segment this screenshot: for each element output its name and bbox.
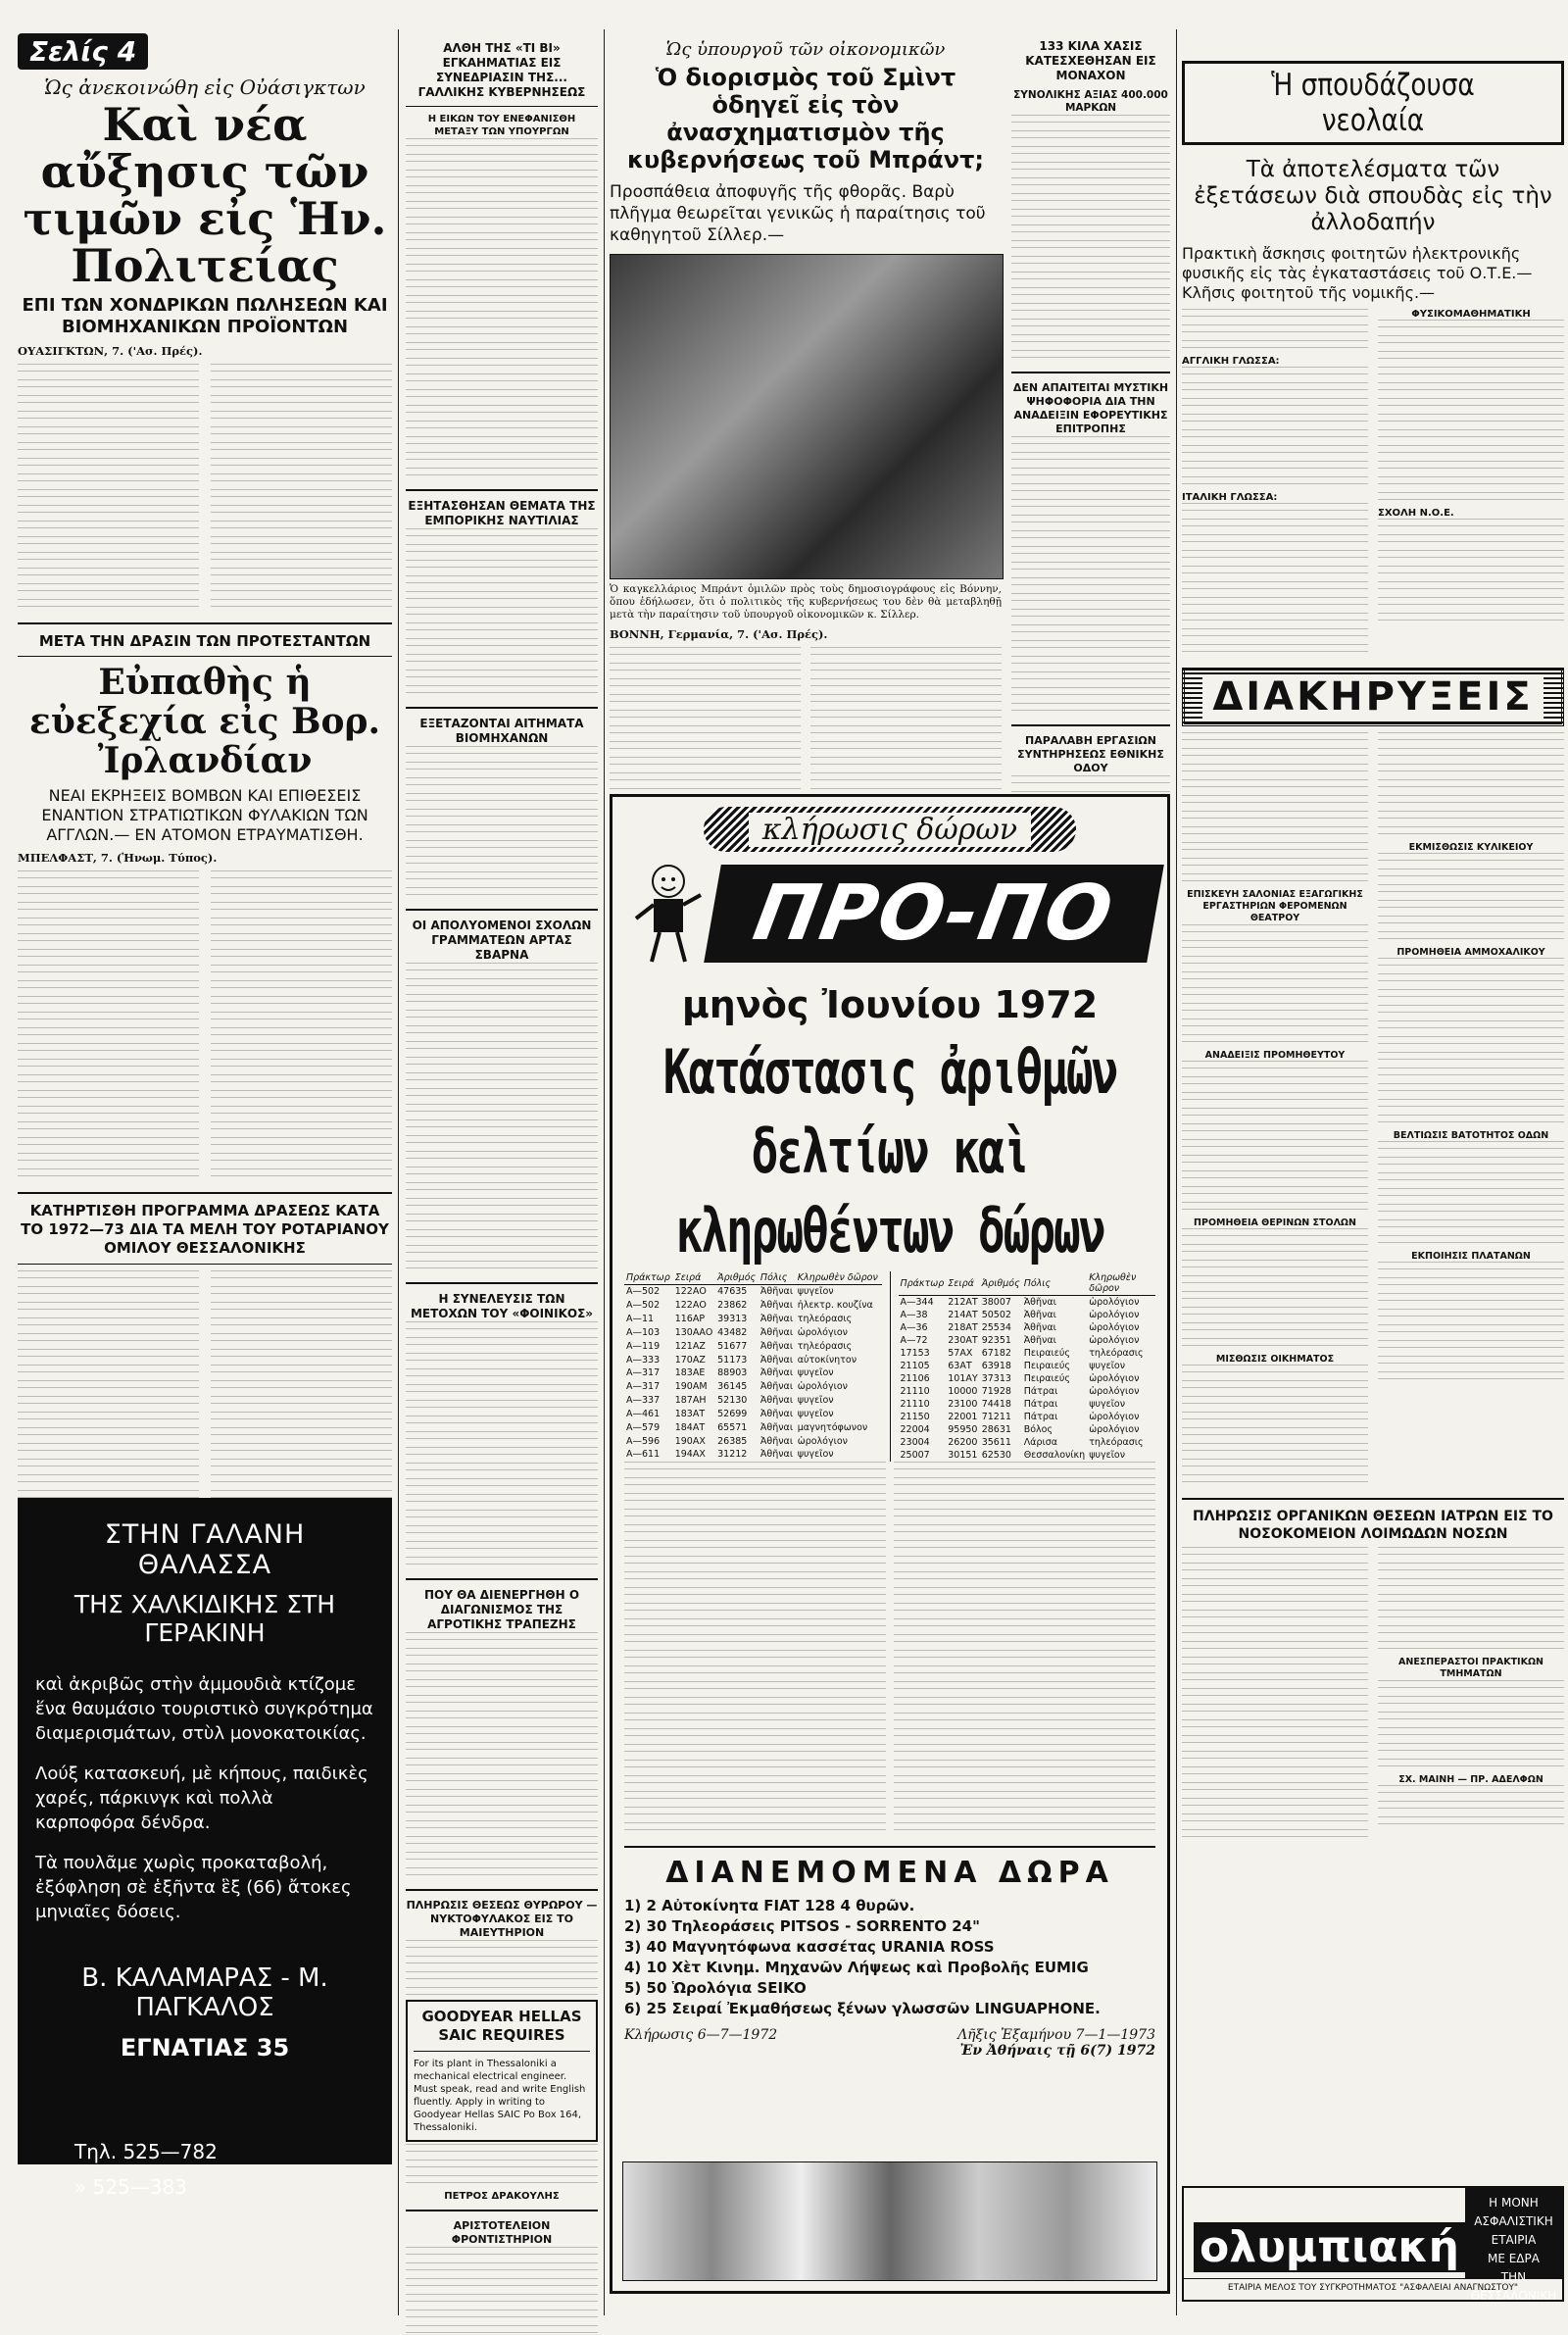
table-cell: 22004 — [900, 1424, 930, 1435]
table-cell: 62530 — [981, 1450, 1011, 1461]
expiry-date: Λῆξις Ἐξαμήνου 7—1—1973 — [957, 2027, 1155, 2043]
table-cell: Α—11 — [626, 1314, 655, 1325]
hospital-headline: ΠΛΗΡΩΣΙΣ ΟΡΓΑΝΙΚΩΝ ΘΕΣΕΩΝ ΙΑΤΡΩΝ ΕΙΣ ΤΟ ΝΟΣΟΚΟΜΕΙΟΝ ΛΟΙΜΩΔΩΝ ΝΟΣΩΝ — [1193, 1509, 1553, 1542]
sub-italian: ΙΤΑΛΙΚΗ ΓΛΩΣΣΑ: — [1182, 492, 1278, 503]
gifts-list — [624, 1896, 1155, 2019]
table-cell: Ἀθῆναι — [760, 1286, 794, 1298]
table-row — [899, 1436, 1156, 1449]
ad-text-2: Λούξ κατασκευή, μὲ κήπους, παιδικὲς χαρές, πάρκινγκ καὶ πολλὰ καρποφόρα δένδρα. — [35, 1764, 368, 1833]
headline-secretaries: ΟΙ ΑΠΟΛΥΟΜΕΝΟΙ ΣΧΟΛΩΝ ΓΡΑΜΜΑΤΕΩΝ ΑΡΤΑΣ ΣΒΑΡΝΑ — [412, 919, 592, 962]
table-cell: 23004 — [900, 1437, 930, 1448]
table-cell: 95950 — [948, 1424, 978, 1435]
table-cell: Α—333 — [626, 1354, 661, 1366]
olympiaki-tag-4: ΤΗΝ ΘΕΣΣΑΛΟΝΙΚΗ — [1470, 2270, 1557, 2303]
table-cell: 21150 — [900, 1412, 930, 1422]
table-cell: ψυγεῖον — [1089, 1361, 1126, 1371]
table-cell: 51173 — [717, 1354, 748, 1366]
propo-table-left — [624, 1271, 882, 1462]
headline-frontistirion: ΑΡΙΣΤΟΤΕΛΕΙΟΝ ΦΡΟΝΤΙΣΤΗΡΙΟΝ — [451, 2219, 553, 2246]
table-cell: 22001 — [948, 1412, 978, 1422]
table-cell: Α—317 — [626, 1381, 661, 1393]
gifts-title: ΔΙΑΝΕΜΟΜΕΝΑ ΔΩΡΑ — [665, 1856, 1114, 1890]
table-cell: Ἀθῆναι — [760, 1367, 794, 1379]
table-cell: 230ΑΤ — [948, 1335, 978, 1346]
column-4 — [1182, 0, 1564, 2335]
table-cell: 63ΑΤ — [948, 1361, 972, 1371]
propo-announcement — [610, 794, 1170, 2294]
table-cell: Πειραιεύς — [1023, 1361, 1070, 1371]
propo-title: Κατάστασις ἀριθμῶν δελτίων καὶ κληρωθέντων δώρων — [662, 1036, 1117, 1267]
table-cell: ὡρολόγιον — [797, 1381, 848, 1393]
table-cell: Ἀθῆναι — [760, 1435, 794, 1447]
table-row — [624, 1434, 882, 1448]
school-signature: ΣΧ. ΜΑΙΝΗ — ΠΡ. ΑΔΕΛΦΩΝ — [1398, 1774, 1544, 1785]
headline-phoenix: Η ΣΥΝΕΛΕΥΣΙΣ ΤΩΝ ΜΕΤΟΧΩΝ ΤΟΥ «ΦΟΙΝΙΚΟΣ» — [410, 1292, 594, 1320]
notice-supplier: ΑΝΑΔΕΙΞΙΣ ΠΡΟΜΗΘΕΥΤΟΥ — [1204, 1050, 1346, 1061]
table-cell: 71928 — [981, 1386, 1011, 1397]
highway-headline: ΠΑΡΑΛΑΒΗ ΕΡΓΑΣΙΩΝ ΣΥΝΤΗΡΗΣΕΩΣ ΕΘΝΙΚΗΣ ΟΔΟΥ — [1017, 734, 1164, 774]
table-cell: ὡρολόγιον — [1089, 1412, 1140, 1422]
table-cell: Ἀθῆναι — [760, 1354, 794, 1366]
table-header: Πράκτωρ — [899, 1271, 947, 1296]
table-cell: 184ΑΤ — [674, 1421, 706, 1433]
table-row — [624, 1408, 882, 1421]
table-cell: Πειραιεύς — [1023, 1348, 1070, 1359]
table-cell: Ἀθῆναι — [760, 1340, 794, 1352]
hashish-subhead: ΣΥΝΟΛΙΚΗΣ ΑΞΙΑΣ 400.000 ΜΑΡΚΩΝ — [1013, 89, 1168, 114]
table-cell: Α—611 — [626, 1449, 661, 1461]
headline-maternity: ΠΛΗΡΩΣΙΣ ΘΕΣΕΩΣ ΘΥΡΩΡΟΥ — ΝΥΚΤΟΦΥΛΑΚΟΣ ΕΙΣ ΤΟ ΜΑΙΕΥΤΗΡΙΟΝ — [406, 1899, 598, 1939]
table-cell: 21110 — [900, 1386, 930, 1397]
gift-item: 6) 25 Σειραί Ἐκμαθήσεως ξένων γλωσσῶν LINGUAPHONE. — [624, 2000, 1101, 2017]
headline-industrialists: ΕΞΕΤΑΖΟΝΤΑΙ ΑΙΤΗΜΑΤΑ ΒΙΟΜΗΧΑΝΩΝ — [419, 717, 584, 745]
table-row — [899, 1309, 1156, 1321]
table-cell: 71211 — [981, 1412, 1011, 1422]
hashish-headline: 133 ΚΙΛΑ ΧΑΣΙΣ ΚΑΤΕΣΧΕΘΗΣΑΝ ΕΙΣ ΜΟΝΑΧΟΝ — [1025, 39, 1156, 82]
column-3 — [610, 0, 1170, 2335]
table-cell: Α—344 — [900, 1297, 934, 1308]
table-cell: τηλεόρασις — [1089, 1437, 1144, 1448]
table-cell: ψυγεῖον — [797, 1395, 834, 1407]
notice-gravel: ΠΡΟΜΗΘΕΙΑ ΑΜΜΟΧΑΛΙΚΟΥ — [1396, 947, 1545, 958]
announcements-banner-text: ΔΙΑΚΗΡΥΞΕΙΣ — [1202, 674, 1543, 720]
table-cell: Α—461 — [626, 1408, 661, 1419]
table-header: Σειρά — [673, 1271, 715, 1285]
table-cell: 65571 — [717, 1421, 748, 1433]
ad-text-3: Τὰ πουλᾶμε χωρὶς προκαταβολή, ἐξόφληση σὲ ἑξῆντα ἓξ (66) ἄτοκες μηνιαῖες δόσεις. — [35, 1853, 352, 1922]
table-row — [624, 1380, 882, 1394]
column-2 — [406, 0, 598, 2335]
table-header: Πράκτωρ — [624, 1271, 673, 1285]
table-cell: 218ΑΤ — [948, 1322, 978, 1333]
olympiaki-advertisement — [1182, 2186, 1564, 2302]
notice-roads: ΒΕΛΤΙΩΣΙΣ ΒΑΤΟΤΗΤΟΣ ΟΔΩΝ — [1393, 1130, 1549, 1141]
draw-date: Κλήρωσις 6—7—1972 — [624, 2027, 778, 2043]
smint-dateline: ΒΟΝΝΗ, Γερμανία, 7. ('Ασ. Πρές). — [610, 627, 828, 641]
table-cell: 101ΑΥ — [948, 1373, 978, 1384]
table-cell: 26200 — [948, 1437, 978, 1448]
article-subhead-2: ΝΕΑΙ ΕΚΡΗΞΕΙΣ ΒΟΜΒΩΝ ΚΑΙ ΕΠΙΘΕΣΕΙΣ ΕΝΑΝΤΙΟΝ ΣΤΡΑΤΙΩΤΙΚΩΝ ΦΥΛΑΚΙΩΝ ΤΩΝ ΑΓΓΛΩΝ.— ΕΝ ΑΤΟΜΟΝ ΕΤΡΑΥΜΑΤΙΣΘΗ. — [41, 786, 368, 844]
table-row — [624, 1339, 882, 1353]
table-cell: 214ΑΤ — [948, 1310, 978, 1320]
table-row — [624, 1313, 882, 1326]
headline-vi-sub: Η ΕΙΚΩΝ ΤΟΥ ΕΝΕΦΑΝΙΣΘΗ ΜΕΤΑΞΥ ΤΩΝ ΥΠΟΥΡΓΩΝ — [427, 114, 576, 137]
table-cell: ψυγεῖον — [1089, 1399, 1126, 1410]
sub-physics: ΦΥΣΙΚΟΜΑΘΗΜΑΤΙΚΗ — [1411, 309, 1531, 320]
table-cell: τηλεόρασις — [797, 1340, 853, 1352]
article-kicker: Ὡς ἀνεκοινώθη εἰς Οὐάσιγκτων — [44, 75, 366, 99]
table-cell: Πάτραι — [1023, 1399, 1058, 1410]
table-header: Πόλις — [759, 1271, 796, 1285]
propo-mascot — [624, 860, 712, 968]
table-row — [899, 1372, 1156, 1385]
table-cell: Θεσσαλονίκη — [1023, 1450, 1086, 1461]
notice-plane-trees: ΕΚΠΟΙΗΣΙΣ ΠΛΑΤΑΝΩΝ — [1411, 1251, 1531, 1262]
table-cell: 190ΑΜ — [674, 1381, 708, 1393]
table-cell: Πάτραι — [1023, 1412, 1058, 1422]
olympiaki-tag-3: ΜΕ ΕΔΡΑ — [1487, 2252, 1540, 2265]
dateline-2: ΜΠΕΛΦΑΣΤ, 7. (Ἡνωμ. Τύπος). — [18, 851, 218, 865]
table-row — [624, 1353, 882, 1366]
table-cell: 67182 — [981, 1348, 1011, 1359]
article-headline-3: ΚΑΤΗΡΤΙΣΘΗ ΠΡΟΓΡΑΜΜΑ ΔΡΑΣΕΩΣ ΚΑΤΑ ΤΟ 1972—73 ΔΙΑ ΤΑ ΜΕΛΗ ΤΟΥ ΡΟΤΑΡΙΑΝΟΥ ΟΜΙΛΟΥ ΘΕΣΣΑΛΟΝΙΚΗΣ — [21, 1202, 389, 1257]
table-cell: ὡρολόγιον — [1089, 1335, 1140, 1346]
table-cell: 52699 — [717, 1408, 748, 1419]
table-cell: ἠλεκτρ. κουζίνα — [797, 1300, 873, 1312]
youth-banner — [1182, 61, 1564, 145]
table-cell: Α—72 — [900, 1335, 928, 1346]
smint-headline: Ὁ διορισμὸς τοῦ Σμὶντ ὁδηγεῖ εἰς τὸν ἀνασχηματισμὸν τῆς κυβερνήσεως τοῦ Μπράντ; — [626, 64, 985, 174]
article-headline-2: Εὐπαθὴς ἡ εὐεξεχία εἰς Βορ. Ἰρλανδίαν — [29, 662, 380, 781]
table-cell: μαγνητόφωνον — [797, 1421, 868, 1433]
table-row — [899, 1347, 1156, 1360]
table-cell: 25007 — [900, 1450, 930, 1461]
table-cell: 36145 — [717, 1381, 748, 1393]
goodyear-advertisement — [406, 2000, 598, 2142]
column-rule — [1176, 29, 1177, 2315]
table-header: Κληρωθὲν δῶρον — [796, 1271, 882, 1285]
table-row — [899, 1423, 1156, 1436]
table-cell: 88903 — [717, 1367, 748, 1379]
table-cell: Βόλος — [1023, 1424, 1054, 1435]
table-cell: ὡρολόγιον — [1089, 1386, 1140, 1397]
table-row — [624, 1285, 882, 1299]
column-rule — [604, 29, 605, 2315]
table-cell: Ἀθῆναι — [760, 1395, 794, 1407]
table-cell: Ἀθῆναι — [1023, 1322, 1056, 1333]
table-row — [899, 1296, 1156, 1310]
table-cell: 130ΑΑΟ — [674, 1326, 713, 1338]
table-cell: 23862 — [717, 1300, 748, 1312]
gift-item: 5) 50 Ὡρολόγια SEIKO — [624, 1979, 807, 1997]
sub-english: ΑΓΓΛΙΚΗ ΓΛΩΣΣΑ: — [1182, 356, 1280, 367]
notice-uniforms: ΠΡΟΜΗΘΕΙΑ ΘΕΡΙΝΩΝ ΣΤΟΛΩΝ — [1194, 1217, 1356, 1228]
propo-banner-text: κλήρωσις δώρων — [749, 813, 1031, 847]
table-cell: 31212 — [717, 1449, 748, 1461]
propo-logo-text: ΠΡΟ-ΠΟ — [747, 869, 1121, 958]
table-row — [899, 1411, 1156, 1423]
headline-shipping: ΕΞΗΤΑΣΘΗΣΑΝ ΘΕΜΑΤΑ ΤΗΣ ΕΜΠΟΡΙΚΗΣ ΝΑΥΤΙΛΙΑΣ — [408, 499, 596, 527]
table-header: Πόλις — [1022, 1271, 1088, 1296]
table-cell: 170ΑΖ — [674, 1354, 706, 1366]
table-cell: ὡρολόγιον — [1089, 1297, 1140, 1308]
table-cell: ψυγεῖον — [797, 1367, 834, 1379]
photo-caption: Ὁ καγκελλάριος Μπράντ ὁμιλῶν πρὸς τοὺς δημοσιογράφους εἰς Βόννην, ὅπου ἐδήλωσεν, ὅτι ὁ πολιτικὸς τῆς κυβερνήσεως του δὲν θὰ μεταβληθῇ μετὰ τὴν παραίτησιν τοῦ ὑπουργοῦ οἰκονομικῶν κ. Σίλλερ. — [610, 583, 1002, 621]
table-row — [899, 1321, 1156, 1334]
table-cell: ὡρολόγιον — [1089, 1310, 1140, 1320]
table-cell: 43482 — [717, 1326, 748, 1338]
propo-logo — [704, 865, 1164, 963]
table-cell: 57ΑΧ — [948, 1348, 973, 1359]
table-cell: ψυγεῖον — [1089, 1450, 1126, 1461]
youth-banner-text: Ἡ σπουδάζουσα νεολαία — [1271, 68, 1475, 138]
table-cell: 39313 — [717, 1314, 748, 1325]
table-cell: 35611 — [981, 1437, 1011, 1448]
ad-text-1: καὶ ἀκριβῶς στὴν ἀμμουδιὰ κτίζομε ἕνα θαυμάσιο τουριστικὸ συγκρότημα διαμερισμάτων, στὺλ μονοκατοικίας. — [35, 1674, 373, 1744]
table-row — [624, 1420, 882, 1434]
propo-banner — [704, 807, 1076, 852]
table-cell: 212ΑΤ — [948, 1297, 978, 1308]
table-cell: 183ΑΤ — [674, 1408, 706, 1419]
table-cell: 190ΑΧ — [674, 1435, 706, 1447]
notice-lease: ΜΙΣΘΩΣΙΣ ΟΙΚΗΜΑΤΟΣ — [1215, 1354, 1335, 1365]
table-cell: 28631 — [981, 1424, 1011, 1435]
column-1 — [18, 0, 392, 2335]
table-cell: 122ΑΟ — [674, 1300, 707, 1312]
table-row — [899, 1398, 1156, 1411]
table-header: Κληρωθὲν δῶρον — [1087, 1271, 1155, 1296]
table-cell: 21106 — [900, 1373, 930, 1384]
table-cell: 52130 — [717, 1395, 748, 1407]
mascot-figure-icon — [624, 860, 712, 968]
table-cell: αὐτοκίνητον — [797, 1354, 858, 1366]
table-header: Σειρά — [946, 1271, 979, 1296]
lessons-headline: ΑΝΕΣΠΕΡΑΣΤΟΙ ΠΡΑΚΤΙΚΩΝ ΤΜΗΜΑΤΩΝ — [1398, 1657, 1544, 1679]
announcements-banner — [1182, 668, 1564, 726]
table-cell: Α—579 — [626, 1421, 661, 1433]
table-cell: Α—36 — [900, 1322, 928, 1333]
olympiaki-logo: ολυμπιακή — [1194, 2222, 1465, 2272]
table-cell: 194ΑΧ — [674, 1449, 706, 1461]
table-cell: ὡρολόγιον — [1089, 1322, 1140, 1333]
table-cell: Πάτραι — [1023, 1386, 1058, 1397]
ad-headline-1: ΣΤΗΝ ΓΑΛΑΝΗ ΘΑΛΑΣΣΑ — [104, 1519, 306, 1580]
table-cell: Πειραιεύς — [1023, 1373, 1070, 1384]
table-cell: Ἀθῆναι — [1023, 1310, 1056, 1320]
table-header: Ἀριθμός — [980, 1271, 1022, 1296]
table-cell: 21110 — [900, 1399, 930, 1410]
table-cell: ὡρολόγιον — [797, 1435, 848, 1447]
table-cell: 122ΑΟ — [674, 1286, 707, 1298]
table-cell: Λάρισα — [1023, 1437, 1057, 1448]
table-cell: 17153 — [900, 1348, 930, 1359]
table-cell: 74418 — [981, 1399, 1011, 1410]
ad-headline-2: ΤΗΣ ΧΑΛΚΙΔΙΚΗΣ ΣΤΗ ΓΕΡΑΚΙΝΗ — [74, 1590, 336, 1647]
gift-item: 2) 30 Τηλεοράσεις PITSOS - SORRENTO 24" — [624, 1917, 980, 1935]
table-row — [624, 1394, 882, 1408]
goodyear-title: GOODYEAR HELLAS SAIC REQUIRES — [421, 2008, 582, 2044]
table-cell: 37313 — [981, 1373, 1011, 1384]
table-row — [624, 1326, 882, 1340]
headline-vi: ΑΛΘΗ ΤΗΣ «ΤΙ ΒΙ» ΕΓΚΑΗΜΑΤΙΑΣ ΕΙΣ ΣΥΝΕΔΡΙΑΣΙΝ ΤΗΣ... ΓΑΛΛΙΚΗΣ ΚΥΒΕΡΝΗΣΕΩΣ — [417, 41, 586, 99]
table-cell: ψυγεῖον — [797, 1449, 834, 1461]
table-cell: 51677 — [717, 1340, 748, 1352]
olympiaki-tag-2: ΕΤΑΙΡΙΑ — [1491, 2233, 1537, 2247]
article-subhead: ΕΠΙ ΤΩΝ ΧΟΝΔΡΙΚΩΝ ΠΩΛΗΣΕΩΝ ΚΑΙ ΒΙΟΜΗΧΑΝΙΚΩΝ ΠΡΟΪΟΝΤΩΝ — [22, 295, 388, 337]
section-rule-label: ΜΕΤΑ ΤΗΝ ΔΡΑΣΙΝ ΤΩΝ ΠΡΟΤΕΣΤΑΝΤΩΝ — [38, 632, 371, 650]
table-row — [899, 1360, 1156, 1372]
section-label: Σελίς 4 — [29, 35, 137, 68]
table-cell: Α—38 — [900, 1310, 928, 1320]
table-cell: 26385 — [717, 1435, 748, 1447]
prizes-photo — [622, 2161, 1157, 2281]
table-row — [624, 1299, 882, 1313]
smint-kicker: Ὡς ὑπουργοῦ τῶν οἰκονομικῶν — [665, 39, 946, 60]
table-cell: 187ΑΗ — [674, 1395, 707, 1407]
voting-headline: ΔΕΝ ΑΠΑΙΤΕΙΤΑΙ ΜΥΣΤΙΚΗ ΨΗΦΟΦΟΡΙΑ ΔΙΑ ΤΗΝ ΑΝΑΔΕΙΞΙΝ ΕΦΟΡΕΥΤΙΚΗΣ ΕΠΙΤΡΟΠΗΣ — [1012, 381, 1169, 435]
table-cell: Ἀθῆναι — [760, 1314, 794, 1325]
table-row — [624, 1366, 882, 1380]
gerakini-advertisement — [18, 1498, 392, 2199]
brandt-photo — [610, 254, 1004, 579]
table-cell: Ἀθῆναι — [1023, 1297, 1056, 1308]
smint-deck: Προσπάθεια ἀποφυγῆς τῆς φθορᾶς. Βαρὺ πλῆγμα θεωρεῖται γενικῶς ἡ παραίτησις τοῦ καθηγητοῦ Σίλλερ.— — [610, 182, 986, 245]
table-cell: τηλεόρασις — [797, 1314, 853, 1325]
propo-table-right — [899, 1271, 1156, 1462]
table-cell: ψυγεῖον — [797, 1408, 834, 1419]
propo-month: μηνὸς Ἰουνίου 1972 — [681, 983, 1099, 1026]
table-cell: 92351 — [981, 1335, 1011, 1346]
table-cell: Α—596 — [626, 1435, 661, 1447]
ad-phone-1: Τηλ. 525—782 — [74, 2140, 218, 2163]
olympiaki-tag-1: Η ΜΟΝΗ ΑΣΦΑΛΙΣΤΙΚΗ — [1474, 2196, 1553, 2228]
ad-phone-2: » 525—383 — [74, 2175, 187, 2199]
exam-headline: Τὰ ἀποτελέσματα τῶν ἐξετάσεων διὰ σπουδὰς εἰς τὴν ἀλλοδαπήν — [1194, 157, 1552, 235]
table-cell: Ἀθῆναι — [760, 1300, 794, 1312]
exam-deck: Πρακτικὴ ἄσκησις φοιτητῶν ἠλεκτρονικῆς φυσικῆς εἰς τὰς ἐγκαταστάσεις τοῦ Ο.Τ.Ε.— Κλῆσις φοιτητοῦ τῆς νομικῆς.— — [1182, 244, 1533, 302]
sub-noe: ΣΧΟΛΗ Ν.Ο.Ε. — [1378, 508, 1454, 519]
ad-firm: Β. ΚΑΛΑΜΑΡΑΣ - Μ. ΠΑΓΚΑΛΟΣ — [81, 1963, 328, 2022]
table-cell: ὡρολόγιον — [797, 1326, 848, 1338]
table-cell: 10000 — [948, 1386, 978, 1397]
table-cell: τηλεόρασις — [1089, 1348, 1144, 1359]
ad-address: ΕΓΝΑΤΙΑΣ 35 — [120, 2034, 290, 2062]
table-cell: Α—317 — [626, 1367, 661, 1379]
table-cell: 50502 — [981, 1310, 1011, 1320]
table-cell: 63918 — [981, 1361, 1011, 1371]
table-cell: Ἀθῆναι — [760, 1381, 794, 1393]
table-cell: ψυγεῖον — [797, 1286, 834, 1298]
table-cell: 116ΑΡ — [674, 1314, 706, 1325]
table-cell: 25534 — [981, 1322, 1011, 1333]
table-cell: 38007 — [981, 1297, 1011, 1308]
dateline: ΟΥΑΣΙΓΚΤΩΝ, 7. ('Ασ. Πρές). — [18, 344, 203, 358]
signature: ΠΕΤΡΟΣ ΔΡΑΚΟΥΛΗΣ — [444, 2191, 560, 2202]
table-cell: Α—119 — [626, 1340, 661, 1352]
goodyear-text: For its plant in Thessaloniki a mechanical electrical engineer. Must speak, read and write English fluently. Apply in writing to Goodyear Hellas SAIC Po Box 164, Thessaloniki. — [414, 2059, 586, 2133]
gift-item: 3) 40 Μαγνητόφωνα κασσέτας URANIA ROSS — [624, 1938, 995, 1956]
table-cell: 21105 — [900, 1361, 930, 1371]
notice-theatre: ΕΠΙΣΚΕΥΗ ΣΑΛΟΝΙΑΣ ΕΞΑΓΩΓΙΚΗΣ ΕΡΓΑΣΤΗΡΙΩΝ ΦΕΡΟΜΕΝΩΝ ΘΕΑΤΡΟΥ — [1187, 889, 1363, 923]
table-cell: 23100 — [948, 1399, 978, 1410]
table-row — [899, 1385, 1156, 1398]
table-row — [899, 1449, 1156, 1462]
table-cell: 30151 — [948, 1450, 978, 1461]
headline-agrotiki: ΠΟΥ ΘΑ ΔΙΕΝΕΡΓΗΘΗ Ο ΔΙΑΓΩΝΙΣΜΟΣ ΤΗΣ ΑΓΡΟΤΙΚΗΣ ΤΡΑΠΕΖΗΣ — [423, 1588, 580, 1631]
table-row — [899, 1334, 1156, 1347]
column-rule — [398, 29, 399, 2315]
table-cell: ὡρολόγιον — [1089, 1424, 1140, 1435]
table-cell: Ἀθῆναι — [1023, 1335, 1056, 1346]
section-badge — [18, 33, 148, 70]
olympiaki-footer: ΕΤΑΙΡΙΑ ΜΕΛΟΣ ΤΟΥ ΣΥΓΚΡΟΤΗΜΑΤΟΣ "ΑΣΦΑΛΕΙΑΙ ΑΝΑΓΝΩΣΤΟΥ" — [1184, 2278, 1562, 2293]
table-row — [624, 1448, 882, 1462]
table-cell: Α—502 — [626, 1300, 661, 1312]
table-cell: 121ΑΖ — [674, 1340, 706, 1352]
article-headline: Καὶ νέα αὔξησις τῶν τιμῶν εἰς Ἡν. Πολιτείας — [23, 98, 387, 292]
table-header: Ἀριθμός — [715, 1271, 759, 1285]
table-cell: Ἀθῆναι — [760, 1421, 794, 1433]
notice-canteen: ΕΚΜΙΣΘΩΣΙΣ ΚΥΛΙΚΕΙΟΥ — [1408, 842, 1534, 853]
table-cell: Ἀθῆναι — [760, 1449, 794, 1461]
table-cell: ὡρολόγιον — [1089, 1373, 1140, 1384]
table-cell: Ἀθῆναι — [760, 1408, 794, 1419]
table-cell: Α—502 — [626, 1286, 661, 1298]
table-cell: Α—103 — [626, 1326, 661, 1338]
table-cell: 183ΑΕ — [674, 1367, 706, 1379]
table-cell: Α—337 — [626, 1395, 661, 1407]
gift-item: 1) 2 Αὐτοκίνητα FIAT 128 4 θυρῶν. — [624, 1897, 915, 1914]
issue-date: Ἐν Ἀθήναις τῇ 6(7) 1972 — [959, 2043, 1155, 2059]
table-cell: Ἀθῆναι — [760, 1326, 794, 1338]
table-cell: 47635 — [717, 1286, 748, 1298]
gift-item: 4) 10 Χὲτ Κινημ. Μηχανῶν Λήψεως καὶ Προβολῆς EUMIG — [624, 1959, 1089, 1976]
